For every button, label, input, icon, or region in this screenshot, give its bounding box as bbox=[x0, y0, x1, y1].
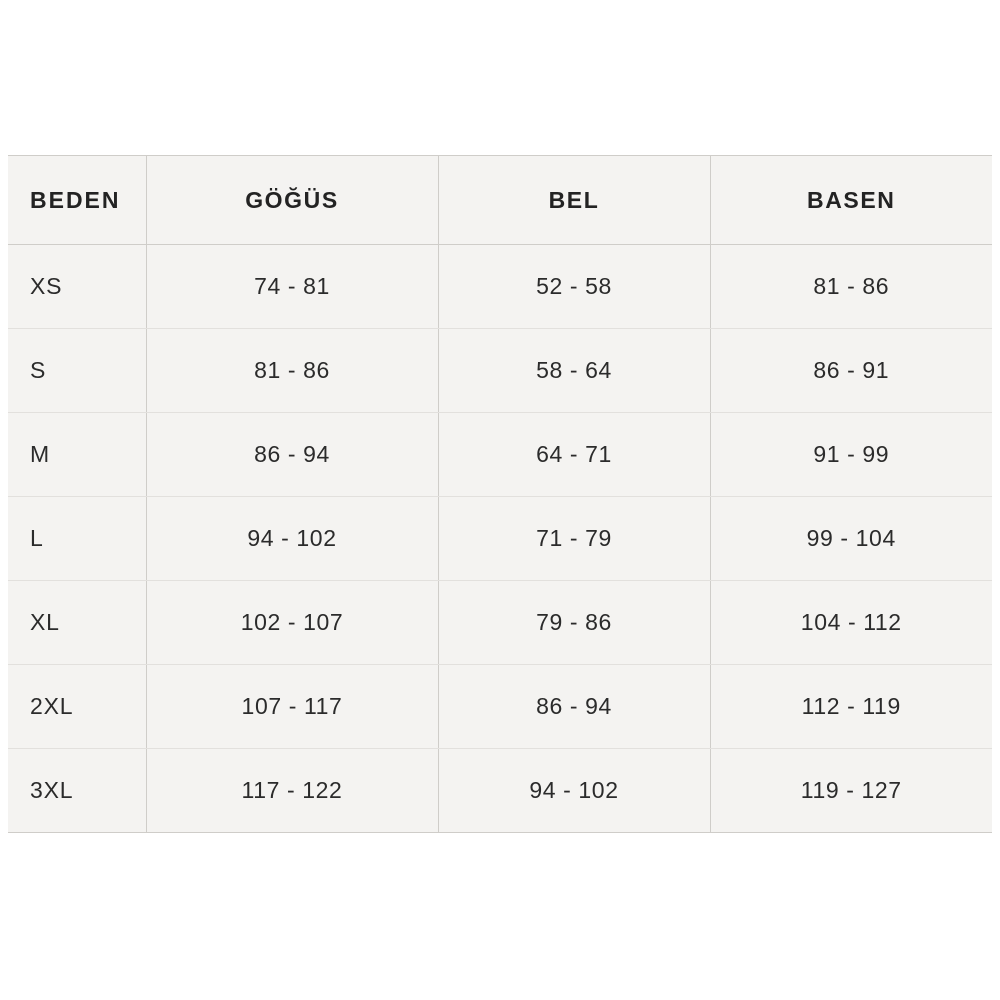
size-chart-container bbox=[8, 155, 992, 833]
table-body bbox=[8, 245, 992, 833]
table-row bbox=[8, 581, 992, 665]
table-row bbox=[8, 245, 992, 329]
cell-beden: XS bbox=[8, 245, 146, 329]
cell-beden: 2XL bbox=[8, 665, 146, 749]
cell-basen: 81 - 86 bbox=[710, 245, 992, 329]
table-row bbox=[8, 665, 992, 749]
cell-basen: 86 - 91 bbox=[710, 329, 992, 413]
table-header-row bbox=[8, 156, 992, 245]
cell-beden: XL bbox=[8, 581, 146, 665]
table-header bbox=[8, 156, 992, 245]
cell-gogus: 102 - 107 bbox=[146, 581, 438, 665]
cell-gogus: 86 - 94 bbox=[146, 413, 438, 497]
cell-beden: 3XL bbox=[8, 749, 146, 833]
cell-bel: 52 - 58 bbox=[438, 245, 710, 329]
cell-beden: L bbox=[8, 497, 146, 581]
table-row bbox=[8, 413, 992, 497]
cell-gogus: 81 - 86 bbox=[146, 329, 438, 413]
cell-basen: 104 - 112 bbox=[710, 581, 992, 665]
cell-bel: 71 - 79 bbox=[438, 497, 710, 581]
cell-basen: 119 - 127 bbox=[710, 749, 992, 833]
cell-basen: 91 - 99 bbox=[710, 413, 992, 497]
table-row bbox=[8, 749, 992, 833]
cell-basen: 99 - 104 bbox=[710, 497, 992, 581]
cell-bel: 86 - 94 bbox=[438, 665, 710, 749]
column-header-beden: BEDEN bbox=[8, 156, 146, 245]
cell-bel: 79 - 86 bbox=[438, 581, 710, 665]
cell-bel: 94 - 102 bbox=[438, 749, 710, 833]
cell-bel: 64 - 71 bbox=[438, 413, 710, 497]
cell-beden: M bbox=[8, 413, 146, 497]
cell-beden: S bbox=[8, 329, 146, 413]
column-header-bel: BEL bbox=[438, 156, 710, 245]
cell-gogus: 74 - 81 bbox=[146, 245, 438, 329]
column-header-basen: BASEN bbox=[710, 156, 992, 245]
column-header-gogus: GÖĞÜS bbox=[146, 156, 438, 245]
cell-gogus: 107 - 117 bbox=[146, 665, 438, 749]
table-row bbox=[8, 497, 992, 581]
cell-basen: 112 - 119 bbox=[710, 665, 992, 749]
cell-gogus: 117 - 122 bbox=[146, 749, 438, 833]
cell-bel: 58 - 64 bbox=[438, 329, 710, 413]
table-row bbox=[8, 329, 992, 413]
cell-gogus: 94 - 102 bbox=[146, 497, 438, 581]
size-chart-table bbox=[8, 156, 992, 832]
